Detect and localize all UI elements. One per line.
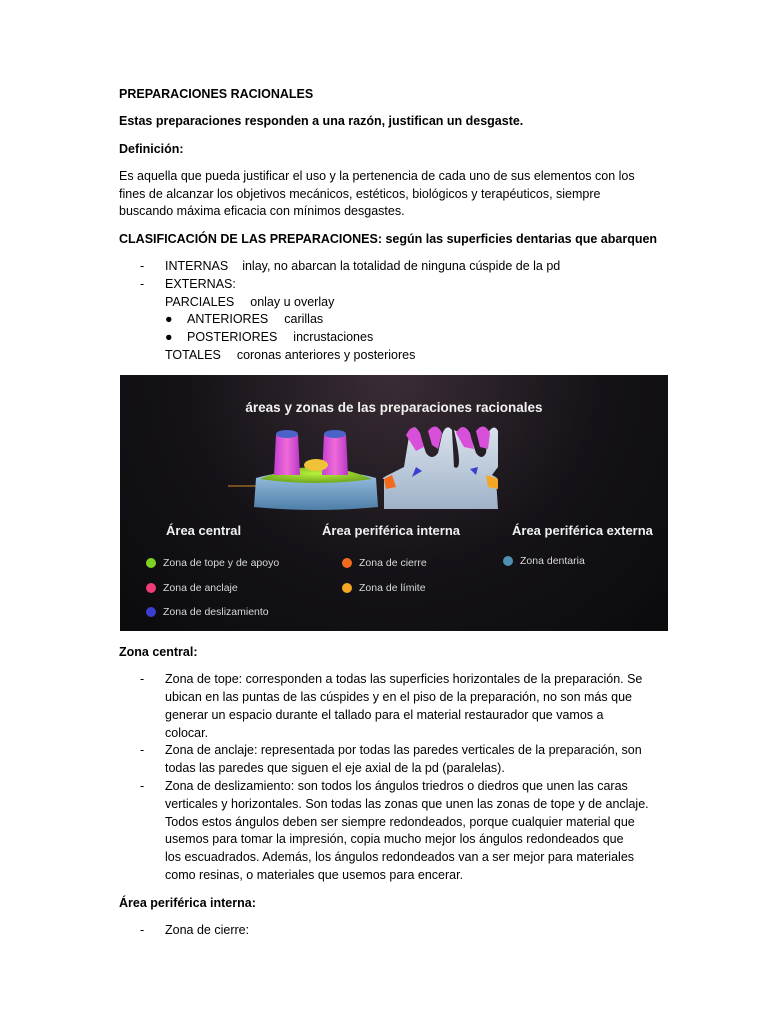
internas-label: INTERNAS [165,259,229,274]
parciales-text: onlay u overlay [250,294,335,309]
anteriores-text: carillas [284,312,324,327]
totales-label: TOTALES [165,348,221,363]
item-line: como resinas, o materiales que usemos para encerar. [165,868,464,883]
definition-line: fines de alcanzar los objetivos mecánicos, estéticos, biológicos y terapéuticos, siempre [119,186,601,201]
interna-cierre-right [476,426,490,449]
tooth-illustration [120,375,668,515]
item-line: Zona de deslizamiento: son todos los ángulos triedros o diedros que unen las caras [165,779,628,794]
list-item [119,742,659,778]
anclaje-wall-left [274,435,300,475]
item-line: colocar. [165,725,209,740]
bullet-marker: ● [165,330,173,345]
list-item [119,778,659,885]
legend-label: Zona de límite [359,582,426,594]
item-line: Zona de tope: corresponden a todas las superficies horizontales de la preparación. Se [165,672,643,687]
dash-marker: - [140,276,145,291]
externas-label: EXTERNAS: [165,276,236,291]
intro-text: Estas preparaciones responden a una razón, justifican un desgaste. [119,114,524,129]
legend-swatch [503,556,513,566]
legend-label: Zona de cierre [359,557,427,569]
item-line: ubican en las puntas de las cúspides y en el piso de la preparación, no son más que [165,690,632,705]
area-interna-heading: Área periférica interna: [119,895,256,910]
interna-area-title: Área periférica interna [322,523,461,538]
posteriores-text: incrustaciones [293,330,374,345]
anteriores-row [119,311,659,329]
document-body-lower [119,644,659,950]
legend-label: Zona de deslizamiento [163,606,269,618]
legend-item-deslizamiento [163,604,269,622]
legend-label: Zona dentaria [520,555,585,567]
zona-central-heading: Zona central: [119,645,198,659]
dash-marker: - [140,672,145,687]
figure-title: áreas y zonas de las preparaciones racionales [245,400,543,415]
dash-marker: - [140,259,145,274]
definition-paragraph [119,168,659,221]
peripheral-area-tooth [383,426,498,509]
list-item [119,671,659,742]
item-line: generar un espacio durante el tallado para el material restaurador que vamos a [165,707,604,722]
item-line: todas las paredes que siguen el eje axial de la pd (paralelas). [165,761,505,776]
dash-marker: - [140,923,145,938]
zona-central-list [119,671,659,885]
legend-swatch [146,583,156,593]
classification-heading: CLASIFICACIÓN DE LAS PREPARACIONES: según las superficies dentarias que abarquen [119,231,658,246]
definition-label: Definición: [119,141,184,156]
cusp-top-right [324,430,346,438]
legend-swatch [342,583,352,593]
posteriores-row [119,329,659,347]
page-title: PREPARACIONES RACIONALES [119,87,314,101]
totales-text: coronas anteriores y posteriores [236,348,416,363]
tope-center [304,459,328,471]
list-item [119,258,659,276]
classification-list [119,258,659,365]
legend-item-cierre [359,555,427,573]
preparation-zones-figure [120,375,668,631]
item-line: verticales y horizontales. Son todas las zonas que unen las zonas de tope y de anclaje. [165,796,649,811]
item-line: Zona de cierre: [165,923,250,938]
legend-label: Zona de tope y de apoyo [163,557,280,569]
parciales-label: PARCIALES [165,294,235,309]
totales-row [119,347,659,365]
anclaje-wall-right [322,435,348,475]
dash-marker: - [140,743,145,758]
document-body [119,86,659,375]
legend-swatch [146,558,156,568]
dash-marker: - [140,779,145,794]
definition-line: buscando máxima eficacia con mínimos desgastes. [119,204,405,219]
legend-item-dentaria [520,553,585,571]
central-area-tooth [228,430,378,510]
item-line: usemos para tomar la impresión, copia mucho mejor los ángulos redondeados que [165,832,624,847]
internas-text: inlay, no abarcan la totalidad de ninguna cúspide de la pd [242,259,561,274]
posteriores-label: POSTERIORES [187,330,278,345]
bullet-marker: ● [165,312,173,327]
list-item [119,276,659,365]
item-line: los escuadrados. Además, los ángulos redondeados van a ser mejor para materiales [165,850,635,865]
item-line: Todos estos ángulos deben ser siempre redondeados, porque cualquier material que [165,814,635,829]
externa-area-title: Área periférica externa [512,523,653,538]
definition-line: Es aquella que pueda justificar el uso y la pertenencia de cada uno de sus elementos con los [119,168,635,183]
legend-item-tope [163,555,279,573]
legend-swatch [342,558,352,568]
area-interna-list [119,922,659,940]
legend-swatch [146,607,156,617]
list-item [119,922,659,940]
legend-label: Zona de anclaje [163,582,238,594]
cusp-top-left [276,430,298,438]
legend-item-limite [359,580,426,598]
central-area-title: Área central [166,523,242,538]
legend-item-anclaje [163,580,238,598]
parciales-row [119,294,659,312]
anteriores-label: ANTERIORES [187,312,269,327]
item-line: Zona de anclaje: representada por todas las paredes verticales de la preparación, son [165,743,642,758]
